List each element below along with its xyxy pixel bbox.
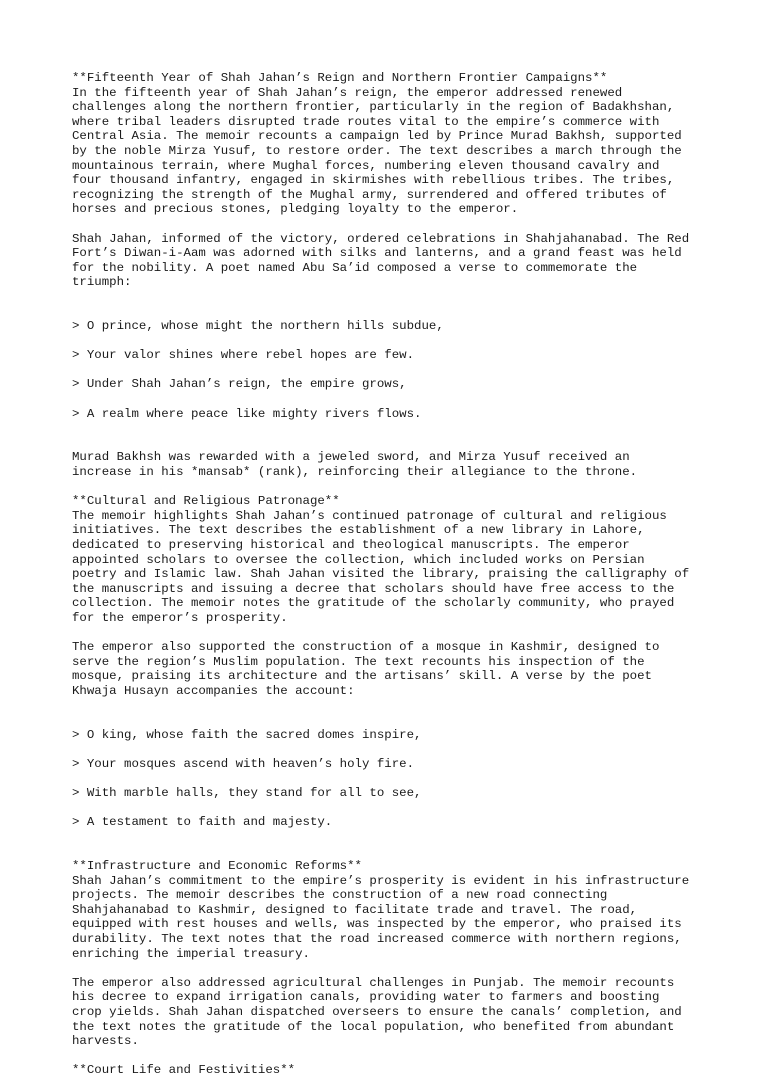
verse-line: > Your valor shines where rebel hopes are few. xyxy=(72,348,415,363)
verse-line: > A realm where peace like mighty rivers flows. xyxy=(72,406,422,421)
section-heading: **Court Life and Festivities** xyxy=(72,1063,296,1078)
section-cultural-patronage xyxy=(72,494,712,844)
verse-line: > Your mosques ascend with heaven’s holy fire. xyxy=(72,756,415,771)
verse-line: > O king, whose faith the sacred domes inspire, xyxy=(72,727,422,742)
section-heading: **Fifteenth Year of Shah Jahan’s Reign and Northern Frontier Campaigns** xyxy=(72,71,608,85)
verse-block xyxy=(72,713,712,844)
section-heading: **Infrastructure and Economic Reforms** xyxy=(72,859,362,874)
verse-line: > O prince, whose might the northern hills subdue, xyxy=(72,319,444,334)
section-court-life xyxy=(72,1063,712,1078)
section-infrastructure xyxy=(72,859,712,1049)
paragraph: Shah Jahan, informed of the victory, ordered celebrations in Shahjahanabad. The Red Fort’s Diwan-i-Aam was adorned with silks and lanterns, and a grand feast was held for the nobility. A poet named Abu Sa’id composed a verse to commemorate the triumph: xyxy=(72,231,690,290)
paragraph: Murad Bakhsh was rewarded with a jeweled sword, and Mirza Yusuf received an increase in his *mansab* (rank), reinforcing their allegiance to the throne. xyxy=(72,450,638,480)
paragraph: The memoir highlights Shah Jahan’s continued patronage of cultural and religious initiatives. The text describes the establishment of a new library in Lahore, dedicated to preserving historical and theological manuscripts. The emperor appointed scholars to oversee the collection, which included works on Persian poetry and Islamic law. Shah Jahan visited the library, praising the calligraphy of the manuscripts and issuing a decree that scholars should have free access to the collection. The memoir notes the gratitude of the scholarly community, who prayed for the emperor’s prosperity. xyxy=(72,508,690,625)
document-page xyxy=(72,71,712,1078)
paragraph: Shah Jahan’s commitment to the empire’s prosperity is evident in his infrastructure projects. The memoir describes the construction of a new road connecting Shahjahanabad to Kashmir, designed to facilitate trade and travel. The road, equipped with rest houses and wells, was inspected by the emperor, who praised its durability. The text notes that the road increased commerce with northern regions, enriching the imperial treasury. xyxy=(72,873,690,961)
verse-block xyxy=(72,305,712,436)
paragraph: In the fifteenth year of Shah Jahan’s reign, the emperor addressed renewed challenges along the northern frontier, particularly in the region of Badakhshan, where tribal leaders disrupted trade routes vital to the empire’s commerce with Central Asia. The memoir recounts a campaign led by Prince Murad Bakhsh, supported by the noble Mirza Yusuf, to restore order. The text describes a march through the mountainous terrain, where Mughal forces, numbering eleven thousand cavalry and four thousand infantry, engaged in skirmishes with rebellious tribes. The tribes, recognizing the strength of the Mughal army, surrendered and offered tributes of horses and precious stones, pledging loyalty to the emperor. xyxy=(72,85,682,217)
verse-line: > Under Shah Jahan’s reign, the empire grows, xyxy=(72,377,407,392)
section-heading: **Cultural and Religious Patronage** xyxy=(72,494,340,509)
verse-line: > With marble halls, they stand for all to see, xyxy=(72,786,422,801)
section-northern-frontier xyxy=(72,71,712,480)
verse-line: > A testament to faith and majesty. xyxy=(72,815,333,830)
paragraph: The emperor also addressed agricultural challenges in Punjab. The memoir recounts his decree to expand irrigation canals, providing water to farmers and boosting crop yields. Shah Jahan dispatched overseers to ensure the canals’ completion, and the text notes the gratitude of the local population, who benefited from abundant harvests. xyxy=(72,975,682,1049)
paragraph: The emperor also supported the construction of a mosque in Kashmir, designed to serve the region’s Muslim population. The text recounts his inspection of the mosque, praising its architecture and the artisans’ skill. A verse by the poet Khwaja Husayn accompanies the account: xyxy=(72,640,660,698)
